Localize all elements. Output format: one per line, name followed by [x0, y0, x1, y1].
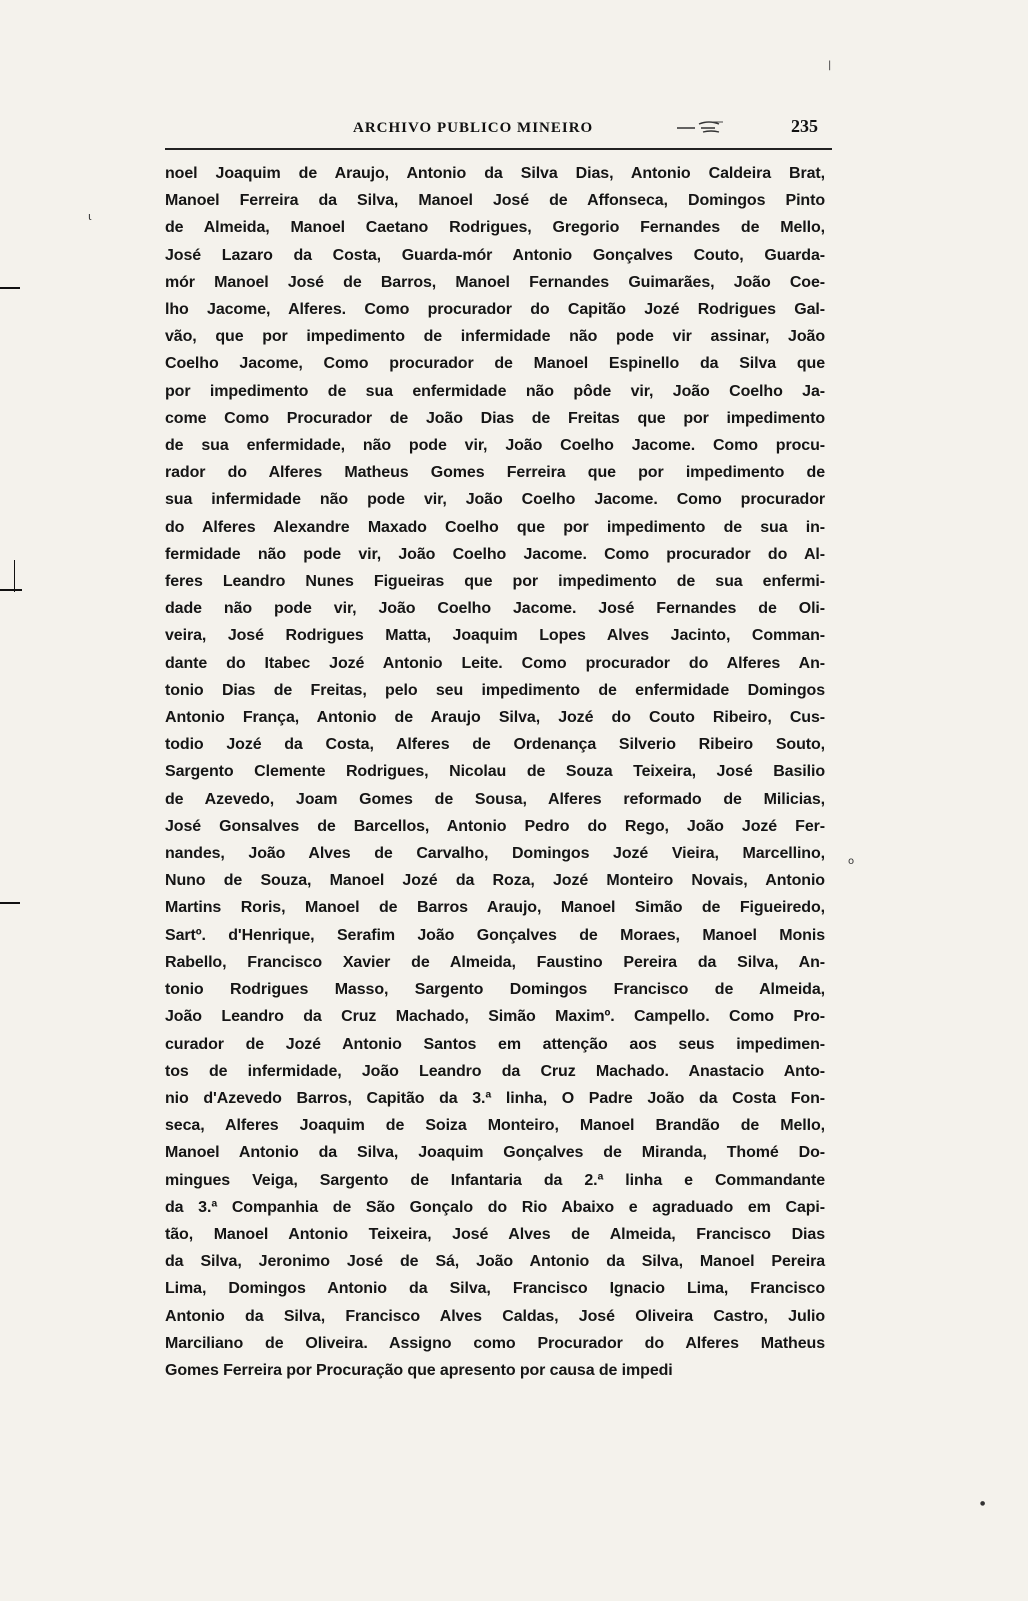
text-line: tonio Dias de Freitas, pelo seu impedimento de enfermidade Domingos — [165, 681, 825, 699]
text-line: de Almeida, Manoel Caetano Rodrigues, Gregorio Fernandes de Mello, — [165, 219, 825, 237]
text-line: Gomes Ferreira por Procuração que apresento por causa de impedi — [165, 1361, 673, 1379]
stray-mark: o — [848, 856, 855, 867]
header-title: ARCHIVO PUBLICO MINEIRO — [353, 120, 594, 136]
text-line: Coelho Jacome, Como procurador de Manoel Espinello da Silva que — [165, 355, 825, 373]
ornament-icon — [675, 118, 735, 136]
page-number: 235 — [791, 116, 818, 136]
text-line: Rabello, Francisco Xavier de Almeida, Faustino Pereira da Silva, An- — [165, 953, 825, 971]
text-line: João Leandro da Cruz Machado, Simão Maximº. Campello. Como Pro- — [165, 1008, 825, 1026]
margin-tick — [0, 902, 20, 904]
text-line: nandes, João Alves de Carvalho, Domingos Jozé Vieira, Marcellino, — [165, 845, 825, 863]
header-rule — [165, 148, 832, 150]
text-line: feres Leandro Nunes Figueiras que por impedimento de sua enfermi- — [165, 573, 825, 591]
text-line: José Gonsalves de Barcellos, Antonio Pedro do Rego, João Jozé Fer- — [165, 817, 825, 835]
text-line: Antonio da Silva, Francisco Alves Caldas, José Oliveira Castro, Julio — [165, 1307, 825, 1325]
text-line: mingues Veiga, Sargento de Infantaria da 2.ª linha e Commandante — [165, 1171, 825, 1189]
text-line: vão, que por impedimento de infermidade não pode vir assinar, João — [165, 328, 825, 346]
margin-tick — [14, 560, 15, 592]
text-line: nio d'Azevedo Barros, Capitão da 3.ª linha, O Padre João da Costa Fon- — [165, 1089, 825, 1107]
text-line: fermidade não pode vir, João Coelho Jacome. Como procurador do Al- — [165, 545, 825, 563]
stray-mark: ● — [980, 1500, 986, 1507]
text-line: rador do Alferes Matheus Gomes Ferreira que por impedimento de — [165, 464, 825, 482]
text-line: seca, Alferes Joaquim de Soiza Monteiro, Manoel Brandão de Mello, — [165, 1117, 825, 1135]
text-line: sua infermidade não pode vir, João Coelho Jacome. Como procurador — [165, 491, 825, 509]
margin-tick — [0, 589, 22, 591]
text-line: tonio Rodrigues Masso, Sargento Domingos Francisco de Almeida, — [165, 981, 825, 999]
text-line: lho Jacome, Alferes. Como procurador do Capitão Jozé Rodrigues Gal- — [165, 301, 825, 319]
text-line: de Azevedo, Joam Gomes de Sousa, Alferes reformado de Milicias, — [165, 790, 825, 808]
text-line: Sargento Clemente Rodrigues, Nicolau de Souza Teixeira, José Basilio — [165, 763, 825, 781]
text-line: tos de infermidade, João Leandro da Cruz Machado. Anastacio Anto- — [165, 1062, 825, 1080]
text-line: Nuno de Souza, Manoel Jozé da Roza, Jozé Monteiro Novais, Antonio — [165, 872, 825, 890]
text-line: da Silva, Jeronimo José de Sá, João Antonio da Silva, Manoel Pereira — [165, 1253, 825, 1271]
text-line: por impedimento de sua enfermidade não pôde vir, João Coelho Ja- — [165, 382, 825, 400]
text-line: Sartº. d'Henrique, Serafim João Gonçalves de Moraes, Manoel Monis — [165, 926, 825, 944]
body-text — [165, 160, 825, 1384]
text-line: do Alferes Alexandre Maxado Coelho que por impedimento de sua in- — [165, 518, 825, 536]
margin-tick — [0, 287, 20, 289]
text-line: tão, Manoel Antonio Teixeira, José Alves de Almeida, Francisco Dias — [165, 1225, 825, 1243]
running-header — [165, 112, 830, 146]
text-line: dante do Itabec Jozé Antonio Leite. Como procurador do Alferes An- — [165, 654, 825, 672]
text-line: noel Joaquim de Araujo, Antonio da Silva Dias, Antonio Caldeira Brat, — [165, 165, 825, 182]
text-line: Antonio França, Antonio de Araujo Silva, Jozé do Couto Ribeiro, Cus- — [165, 709, 825, 727]
text-line: mór Manoel José de Barros, Manoel Fernandes Guimarães, João Coe- — [165, 273, 825, 291]
text-line: come Como Procurador de João Dias de Freitas que por impedimento — [165, 409, 825, 427]
text-line: da 3.ª Companhia de São Gonçalo do Rio Abaixo e agraduado em Capi- — [165, 1198, 825, 1216]
text-line: dade não pode vir, João Coelho Jacome. José Fernandes de Oli- — [165, 600, 825, 618]
text-line: Marciliano de Oliveira. Assigno como Procurador do Alferes Matheus — [165, 1334, 825, 1352]
stray-mark: | — [828, 60, 832, 71]
text-line: Manoel Antonio da Silva, Joaquim Gonçalves de Miranda, Thomé Do- — [165, 1144, 825, 1162]
text-line: Manoel Ferreira da Silva, Manoel José de Affonseca, Domingos Pinto — [165, 192, 825, 210]
text-line: Lima, Domingos Antonio da Silva, Francisco Ignacio Lima, Francisco — [165, 1280, 825, 1298]
text-line: José Lazaro da Costa, Guarda-mór Antonio Gonçalves Couto, Guarda- — [165, 246, 825, 264]
stray-mark: ι — [88, 210, 92, 223]
text-line: curador de Jozé Antonio Santos em attenção aos seus impedimen- — [165, 1035, 825, 1053]
text-line: veira, José Rodrigues Matta, Joaquim Lopes Alves Jacinto, Comman- — [165, 627, 825, 645]
text-line: de sua enfermidade, não pode vir, João Coelho Jacome. Como procu- — [165, 437, 825, 455]
text-line: Martins Roris, Manoel de Barros Araujo, Manoel Simão de Figueiredo, — [165, 899, 825, 917]
text-line: todio Jozé da Costa, Alferes de Ordenança Silverio Ribeiro Souto, — [165, 736, 825, 754]
